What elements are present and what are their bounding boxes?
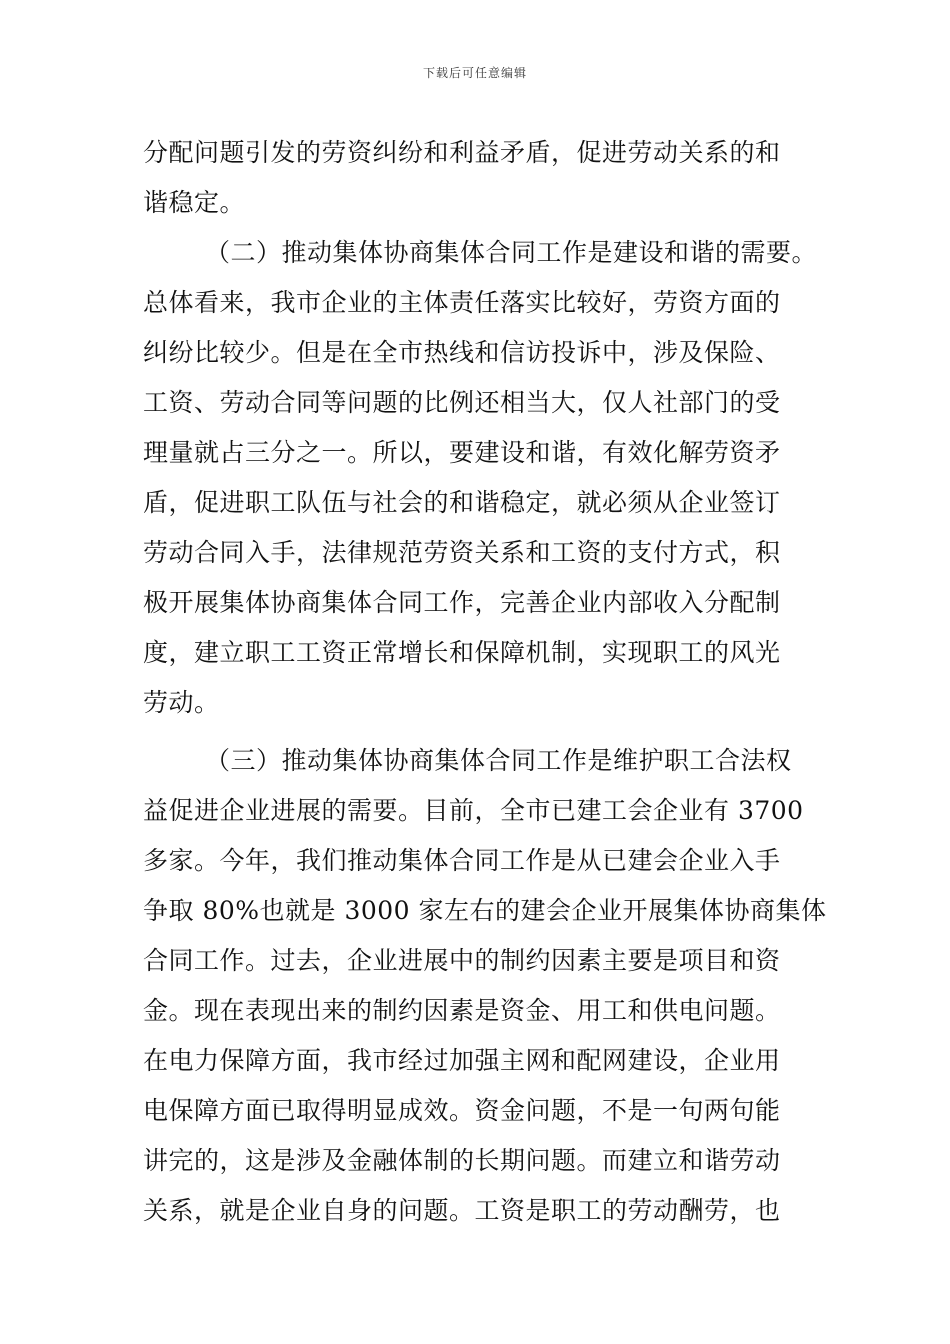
text-line: 盾，促进职工队伍与社会的和谐稳定，就必须从企业签订 [143,488,781,517]
document-body [143,128,827,1236]
paragraph-section-three [143,736,827,1236]
text-line: 谐稳定。 [143,188,246,217]
paragraph-gap [143,728,807,736]
text-line: 在电力保障方面，我市经过加强主网和配网建设，企业用 [143,1046,781,1075]
text-line: 总体看来，我市企业的主体责任落实比较好，劳资方面的 [143,288,781,317]
section-three-heading-line: （三）推动集体协商集体合同工作是维护职工合法权 [205,746,792,775]
text-line: 极开展集体协商集体合同工作，完善企业内部收入分配制 [143,588,781,617]
text-line: 度，建立职工工资正常增长和保障机制，实现职工的风光 [143,638,781,667]
text-line: 理量就占三分之一。所以，要建设和谐，有效化解劳资矛 [143,438,781,467]
text-line: 益促进企业进展的需要。目前，全市已建工会企业有 3700 [143,796,804,825]
paragraph-continuation [143,128,807,228]
page-header: 下载后可任意编辑 [422,66,527,80]
text-line: 工资、劳动合同等问题的比例还相当大，仅人社部门的受 [143,388,781,417]
text-line: 合同工作。过去，企业进展中的制约因素主要是项目和资 [143,946,781,975]
text-line: 关系，就是企业自身的问题。工资是职工的劳动酬劳，也 [143,1196,781,1225]
text-line: 劳动。 [143,688,220,717]
text-line: 分配问题引发的劳资纠纷和利益矛盾，促进劳动关系的和 [143,138,781,167]
text-line: 争取 80%也就是 3000 家左右的建会企业开展集体协商集体 [143,896,827,925]
text-line: 电保障方面已取得明显成效。资金问题，不是一句两句能 [143,1096,781,1125]
paragraph-section-two [143,228,818,728]
text-line: 纠纷比较少。但是在全市热线和信访投诉中，涉及保险、 [143,338,781,367]
text-line: 讲完的，这是涉及金融体制的长期问题。而建立和谐劳动 [143,1146,781,1175]
section-two-heading-line: （二）推动集体协商集体合同工作是建设和谐的需要。 [205,238,818,267]
text-line: 金。现在表现出来的制约因素是资金、用工和供电问题。 [143,996,781,1025]
text-line: 劳动合同入手，法律规范劳资关系和工资的支付方式，积 [143,538,781,567]
text-line: 多家。今年，我们推动集体合同工作是从已建会企业入手 [143,846,781,875]
